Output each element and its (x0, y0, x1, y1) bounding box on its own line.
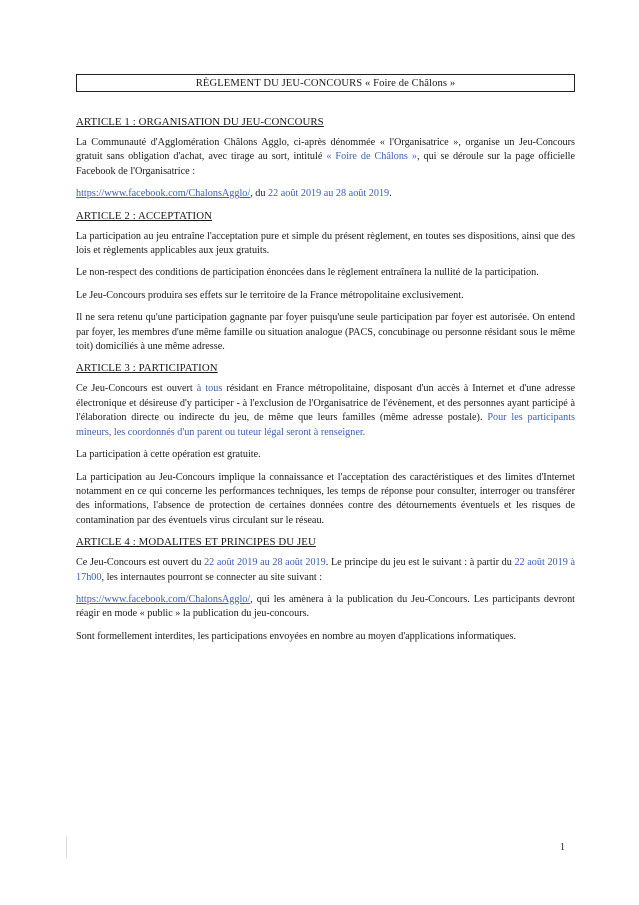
article-1-paragraph-1: La Communauté d'Agglomération Châlons Agglo, ci-après dénommée « l'Organisatrice », organise un Jeu-Concours gratuit sans obligation d'achat, avec tirage au sort, intitulé « Foire de Châlons », qui se déroule sur la page officielle Facebook de l'Organisatrice : (76, 137, 576, 177)
article-2-paragraph-4: Il ne sera retenu qu'une participation gagnante par foyer puisqu'une seule participation par foyer est autorisée. On entend par foyer, les membres d'une même famille ou situation analogue (PACS, concubinage ou personne résidant sous le même toit) domiciliés à une même adresse. (76, 312, 575, 353)
article-3-paragraph-2: La participation à cette opération est gratuite. (76, 449, 261, 461)
page-number: 1 (560, 842, 565, 853)
article-3-heading: ARTICLE 3 : PARTICIPATION (76, 362, 218, 375)
article-2-heading: ARTICLE 2 : ACCEPTATION (76, 209, 213, 222)
article-2-paragraph-3: Le Jeu-Concours produira ses effets sur le territoire de la France métropolitaine exclusivement. (76, 289, 464, 301)
article-3-paragraph-3: La participation au Jeu-Concours implique la connaissance et l'acceptation des caractéristiques et des limites d'Internet notamment en ce qui concerne les performances techniques, les temps de réponse pour consulter, interroger ou transférer des informations, l'absence de protection de certaines données contre des détournements éventuels et les risques de contamination par des éventuels virus circulant sur le réseau. (76, 471, 575, 526)
facebook-link[interactable]: https://www.facebook.com/ChalonsAgglo/ (76, 593, 251, 605)
article-2-paragraph-2: Le non-respect des conditions de participation énoncées dans le règlement entraînera la nullité de la participation. (76, 267, 539, 279)
article-1-paragraph-2: https://www.facebook.com/ChalonsAgglo/, du 22 août 2019 au 28 août 2019. (76, 188, 392, 200)
article-4-paragraph-3: Sont formellement interdites, les participations envoyées en nombre au moyen d'applications informatiques. (76, 630, 517, 642)
article-4-paragraph-2: https://www.facebook.com/ChalonsAgglo/, qui les amènera à la publication du Jeu-Concours. Les participants devront réagir en mode « public » la publication du jeu-concours. (76, 593, 575, 620)
article-3-paragraph-1: Ce Jeu-Concours est ouvert à tous résidant en France métropolitaine, disposant d'un accès à Internet et d'une adresse électronique et désireuse d'y participer - à l'exclusion de l'Organisatrice de l'évènement, et des personnes ayant participé à l'élaboration directe ou indirecte du jeu, de même que leurs familles (même adresse postale). Pour les participants mineurs, les coordonnés d'un parent ou tuteur légal seront à renseigner. (76, 383, 575, 438)
facebook-link[interactable]: https://www.facebook.com/ChalonsAgglo/ (76, 188, 251, 200)
article-1-heading: ARTICLE 1 : ORGANISATION DU JEU-CONCOURS (76, 116, 324, 128)
margin-mark (66, 836, 67, 858)
document-title: RÈGLEMENT DU JEU-CONCOURS « Foire de Châlons » (76, 74, 575, 92)
article-2-paragraph-1: La participation au jeu entraîne l'acceptation pure et simple du présent règlement, en toutes ses dispositions, ainsi que des lois et règlements applicables aux jeux gratuits. (76, 230, 575, 257)
article-4-heading: ARTICLE 4 : MODALITES ET PRINCIPES DU JEU (76, 536, 316, 549)
article-4-paragraph-1: Ce Jeu-Concours est ouvert du 22 août 2019 au 28 août 2019. Le principe du jeu est le suivant : à partir du 22 août 2019 à 17h00, les internautes pourront se connecter au site suivant : (76, 557, 575, 583)
